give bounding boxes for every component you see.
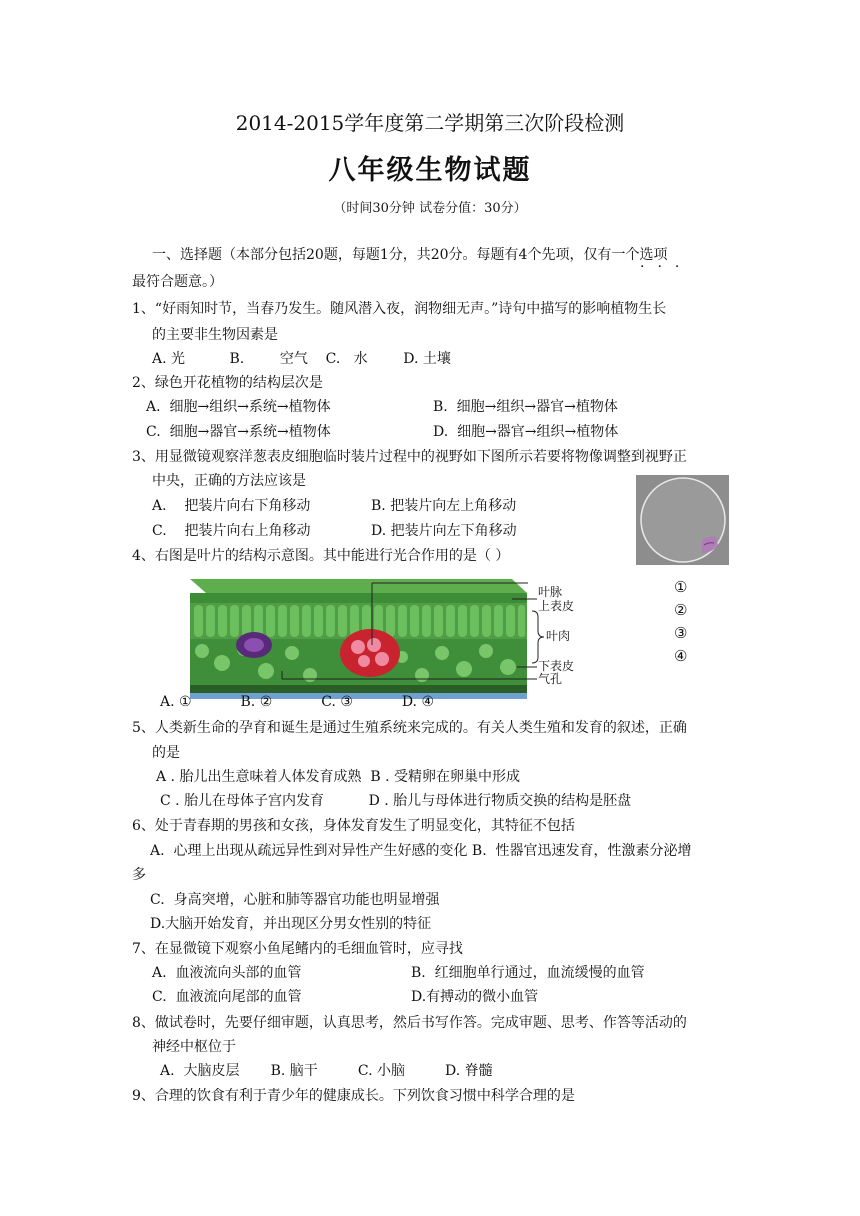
q2-option-a: A. 细胞→组织→系统→植物体 (146, 399, 331, 415)
q7-stem: 7、在显微镜下观察小鱼尾鳍内的毛细血管时，应寻找 (132, 941, 463, 957)
section-intro-cont: 最符合题意。） (132, 274, 223, 290)
q3-stem-cont: 中央，正确的方法应该是 (152, 473, 306, 489)
q4-stem: 4、右图是叶片的结构示意图。其中能进行光合作用的是（ ） (132, 548, 510, 564)
q2-stem: 2、绿色开花植物的结构层次是 (132, 375, 323, 391)
q1-stem: 1、“好雨知时节，当春乃发生。随风潜入夜，润物细无声。”诗句中描写的影响植物生长 (132, 301, 667, 317)
exam-title: 2014-2015学年度第二学期第三次阶段检测 (235, 111, 625, 135)
q5-options-ab: A . 胎儿出生意味着人体发育成熟 B . 受精卵在卵巢中形成 (156, 769, 520, 785)
marker-2: ② (674, 601, 688, 619)
q8-stem-cont: 神经中枢位于 (152, 1039, 236, 1055)
q7-option-d: D.有搏动的微小血管 (411, 989, 539, 1005)
leaf-cross-section-drawing (182, 571, 599, 708)
exam-meta: （时间30分钟 试卷分值：30分） (333, 201, 527, 216)
label-mesophyll: 叶肉 (546, 629, 571, 643)
q2-option-c: C. 细胞→器官→系统→植物体 (146, 424, 331, 440)
q9-stem: 9、合理的饮食有利于青少年的健康成长。下列饮食习惯中科学合理的是 (132, 1088, 575, 1104)
marker-4: ④ (674, 647, 688, 665)
section-intro: 一、选择题（本部分包括20题，每题1分，共20分。每题有4个先项，仅有一个选项 (152, 247, 668, 263)
q8-options: A. 大脑皮层 B. 脑干 C. 小脑 D. 脊髓 (160, 1063, 493, 1079)
q3-option-d: D. 把装片向左下角移动 (371, 523, 517, 539)
marker-3: ③ (674, 624, 688, 642)
q6-options-ab: A. 心理上出现从疏远异性到对异性产生好感的变化 B. 性器官迅速发育，性激素分泌增 (150, 843, 692, 859)
emphasis-dots: ··· (640, 259, 693, 275)
q5-options-cd: C . 胎儿在母体子宫内发育 D . 胎儿与母体进行物质交换的结构是胚盘 (160, 793, 632, 809)
q2-option-b: B. 细胞→组织→器官→植物体 (433, 399, 618, 415)
label-lower-epidermis: 下表皮 (538, 659, 575, 673)
q7-option-a: A. 血液流向头部的血管 (152, 965, 302, 981)
marker-1: ① (674, 578, 688, 596)
q1-options: A. 光 B. 空气 C. 水 D. 土壤 (152, 351, 451, 367)
microscope-view-image (636, 475, 729, 565)
label-upper-epidermis: 上表皮 (538, 599, 575, 613)
q7-option-b: B. 红细胞单行通过，血流缓慢的血管 (411, 965, 645, 981)
q8-stem: 8、做试卷时，先要仔细审题，认真思考，然后书写作答。完成审题、思考、作答等活动的 (132, 1015, 687, 1031)
exam-subtitle: 八年级生物试题 (328, 155, 532, 186)
q3-stem: 3、用显微镜观察洋葱表皮细胞临时装片过程中的视野如下图所示若要将物像调整到视野正 (132, 449, 687, 465)
q3-option-c: C. 把装片向右上角移动 (152, 523, 311, 539)
q6-option-c: C. 身高突增，心脏和肺等器官功能也明显增强 (150, 892, 440, 908)
q1-stem-cont: 的主要非生物因素是 (152, 327, 278, 343)
q3-option-a: A. 把装片向右下角移动 (152, 498, 311, 514)
q6-option-d: D.大脑开始发育，并出现区分男女性别的特征 (150, 916, 432, 932)
microscope-field-drawing (636, 475, 729, 565)
q3-option-b: B. 把装片向左上角移动 (371, 498, 517, 514)
q2-option-d: D. 细胞→器官→组织→植物体 (433, 424, 619, 440)
leaf-structure-diagram (182, 571, 599, 708)
label-stoma: 气孔 (538, 672, 563, 686)
q4-options: A. ① B. ② C. ③ D. ④ (160, 694, 434, 710)
q5-stem-cont: 的是 (152, 745, 180, 761)
q7-option-c: C. 血液流向尾部的血管 (152, 989, 302, 1005)
q5-stem: 5、人类新生命的孕育和诞生是通过生殖系统来完成的。有关人类生殖和发育的叙述，正确 (132, 720, 687, 736)
label-vein: 叶脉 (538, 585, 563, 599)
q6-options-cont: 多 (132, 867, 146, 883)
q6-stem: 6、处于青春期的男孩和女孩，身体发育发生了明显变化，其特征不包括 (132, 818, 575, 834)
